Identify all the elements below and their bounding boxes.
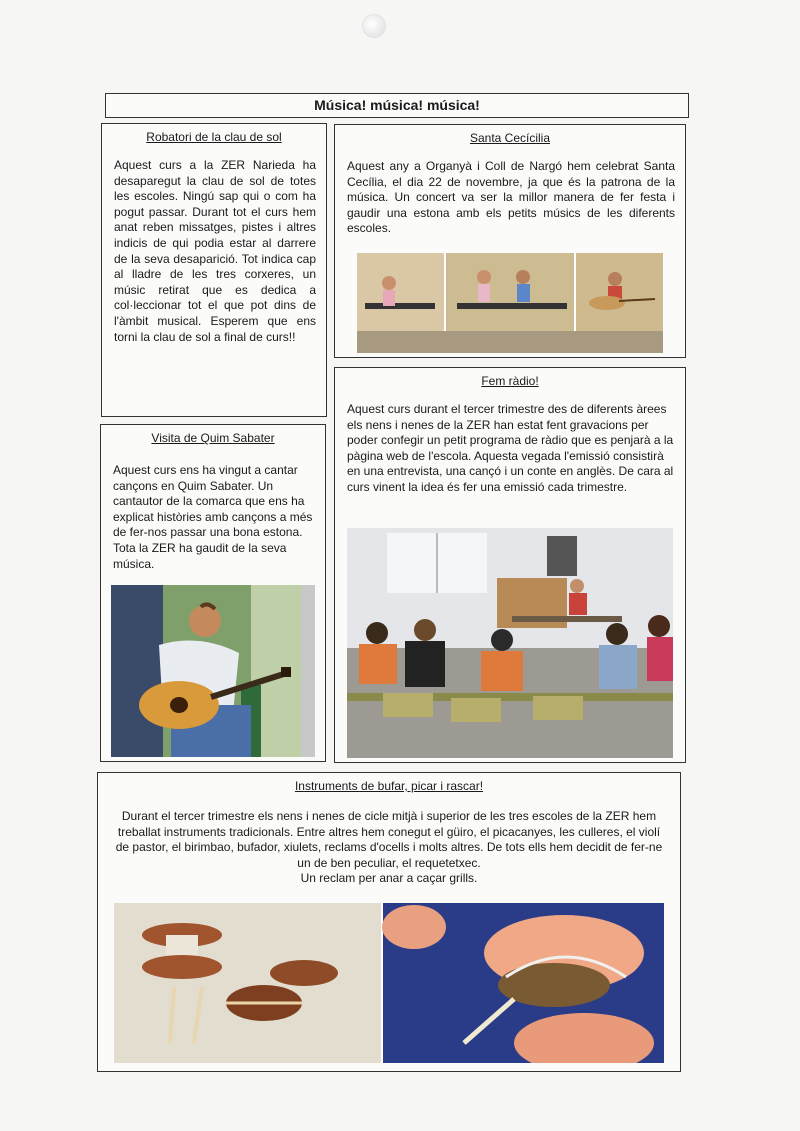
section-instruments: [97, 772, 681, 1072]
section-body-robatori: Aquest curs a la ZER Narieda ha desaparegut la clau de sol de totes les escoles. Ningú sap qui o com ha pogut passar. Durant tot el curs hem anat reben missatges, pistes i altres indicis de qui podia estar al darrere de la seva desaparició. Tot indica cap al lladre de les tres corxeres, un músic retirat que es dedica a col·leccionar tot el que pot dins de l'àmbit musical. Esperem que ens torni la clau de sol a final de curs!!: [114, 158, 316, 344]
guitarist-photo: [111, 585, 315, 757]
section-body-radio: Aquest curs durant el tercer trimestre des de diferents àrees els nens i nenes de la ZER han estat fent gravacions per poder confegir un petit programa de ràdio que es penjarà a la pàgina web de l'escola. Aquesta vegada l'emissió consistirà en una entrevista, una cançó i un conte en anglès. De cara al curs vinent la idea és fer una emissió cada trimestre.: [347, 402, 674, 494]
section-quim: [100, 424, 326, 762]
classroom-photo: [347, 528, 673, 758]
concert-photo: [357, 253, 663, 353]
section-body-quim: Aquest curs ens ha vingut a cantar cançons en Quim Sabater. Un cantautor de la comarca que ens ha explicat històries amb cançons a més de fer-nos passar una bona estona. Tota la ZER ha gaudit de la seva música.: [113, 463, 313, 571]
section-title-quim: Visita de Quim Sabater: [151, 431, 275, 445]
section-title-robatori: Robatori de la clau de sol: [146, 130, 282, 144]
page-title: Música! música! música!: [314, 97, 480, 113]
section-title-cecilia: Santa Cecícilia: [469, 131, 551, 145]
section-title-instruments: Instruments de bufar, picar i rascar!: [294, 779, 484, 793]
section-caption-instruments: Un reclam per anar a caçar grills.: [300, 871, 478, 886]
section-radio: [334, 367, 686, 763]
section-body-cecilia: Aquest any a Organyà i Coll de Nargó hem celebrat Santa Cecília, el dia 22 de novembre, ja que és la patrona de la música. Un concert va ser la millor manera de fer festa i gaudir una estona amb els petits músics de les diferents escoles.: [347, 159, 675, 236]
section-title-radio: Fem ràdio!: [481, 374, 539, 388]
section-cecilia: [334, 124, 686, 358]
reclam-photo: [114, 903, 664, 1063]
page-header: [105, 93, 689, 118]
section-robatori: [101, 123, 327, 417]
punch-hole: [362, 14, 386, 38]
section-body-instruments: Durant el tercer trimestre els nens i nenes de cicle mitjà i superior de les tres escoles de la ZER hem treballat instruments tradicionals. Entre altres hem conegut el güiro, el picacanyes, les culleres, el violí de pastor, el birimbao, bufador, xiulets, reclams d'ocells i molts altres. De tots ells hem decidit de fer-ne un de ben peculiar, el requetetxec.: [115, 809, 663, 870]
